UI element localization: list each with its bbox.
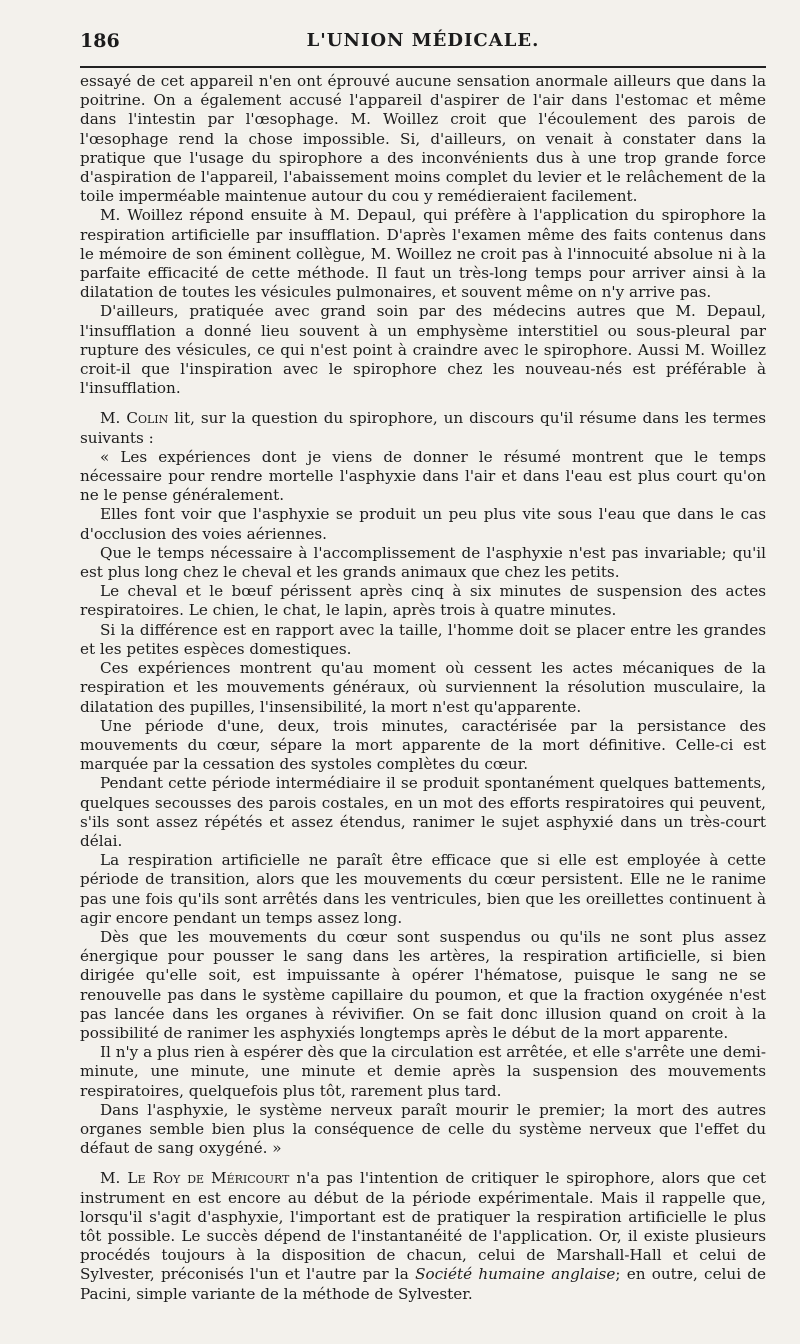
paragraph: Dans l'asphyxie, le système nerveux paraît mourir le premier; la mort des autres organes semble bien plus la conséquence de celle du système nerveux que l'effet du défaut de sang oxygéné. » bbox=[80, 1100, 766, 1158]
paragraph: M. Woillez répond ensuite à M. Depaul, qui préfère à l'application du spirophore la respiration artificielle par insufflation. D'après l'examen même des faits contenus dans le mémoire de son éminent collègue, M. Woillez ne croit pas à l'innocuité absolue ni à la parfaite efficacité de cette méthode. Il faut un très-long temps pour arriver ainsi à la dilatation de toutes les vésicules pulmonaires, et souvent même on n'y arrive pas. bbox=[80, 206, 766, 302]
paragraph-text: ; en outre, celui de Pacini, simple variante de la méthode de Sylvester. bbox=[80, 1265, 766, 1303]
header-rule bbox=[80, 66, 766, 68]
paragraph: Dès que les mouvements du cœur sont suspendus ou qu'ils ne sont plus assez énergique pour pousser le sang dans les artères, la respiration artificielle, si bien dirigée qu'elle soit, est impuissante à opérer l'hématose, puisque le sang ne se renouvelle pas dans le système capillaire du poumon, et que la fraction oxygénée n'est pas lancée dans les organes à révivifier. On se fait donc illusion quand on croit à la possibilité de ranimer les asphyxiés longtemps après le début de la mort apparente. bbox=[80, 927, 766, 1042]
speaker-name: M. Le Roy de Méricourt bbox=[100, 1169, 290, 1188]
paragraph: Pendant cette période intermédiaire il se produit spontanément quelques battements, quelques secousses des parois costales, en un mot des efforts respiratoires qui peuvent, s'ils sont assez répétés et assez étendus, ranimer le sujet asphyxié dans un très-court délai. bbox=[80, 774, 766, 850]
paragraph-text: n'a pas l'intention de critiquer le spirophore, alors que cet instrument en est encore au début de la période expérimentale. Mais il rappelle que, lorsqu'il s'agit d'asphyxie, l'important est de pratiquer la respiration artificielle le plus tôt possible. Le succès dépend de l'instantanéité de l'application. Or, il existe plusieurs procédés toujours à la disposition de chacun, celui de Marshall-Hall et celui de Sylvester, préconisés l'un et l'autre par la bbox=[80, 1169, 766, 1284]
paragraph: essayé de cet appareil n'en ont éprouvé aucune sensation anormale ailleurs que dans la poitrine. On a également accusé l'appareil d'aspirer de l'air dans l'estomac et même dans l'intestin par l'œsophage. M. Woillez croit que l'écoulement des parois de l'œsophage rend la chose impossible. Si, d'ailleurs, on venait à constater dans la pratique que l'usage du spirophore a des inconvénients dus à une trop grande force d'aspiration de l'appareil, l'abaissement moins complet du levier et le relâchement de la toile imperméable maintenue autour du cou y remédieraient facilement. bbox=[80, 72, 766, 206]
page-number: 186 bbox=[80, 30, 120, 52]
page-header bbox=[80, 24, 766, 58]
paragraph: Le cheval et le bœuf périssent après cinq à six minutes de suspension des actes respiratoires. Le chien, le chat, le lapin, après trois à quatre minutes. bbox=[80, 582, 766, 620]
paragraph: Si la différence est en rapport avec la taille, l'homme doit se placer entre les grandes et les petites espèces domestiques. bbox=[80, 620, 766, 658]
article-body bbox=[80, 72, 766, 1304]
paragraph-colin bbox=[80, 409, 766, 447]
paragraph: Une période d'une, deux, trois minutes, caractérisée par la persistance des mouvements du cœur, sépare la mort apparente de la mort définitive. Celle-ci est marquée par la cessation des systoles complètes du cœur. bbox=[80, 716, 766, 774]
paragraph: Ces expériences montrent qu'au moment où cessent les actes mécaniques de la respiration et les mouvements généraux, où surviennent la résolution musculaire, la dilatation des pupilles, l'insensibilité, la mort n'est qu'apparente. bbox=[80, 659, 766, 716]
paragraph-text: lit, sur la question du spirophore, un discours qu'il résume dans les termes suivants : bbox=[80, 409, 767, 447]
paragraph: « Les expériences dont je viens de donner le résumé montrent que le temps nécessaire pour rendre mortelle l'asphyxie dans l'air et dans l'eau est plus court qu'on ne le pense généralement. bbox=[80, 447, 766, 505]
paragraph: Que le temps nécessaire à l'accomplissement de l'asphyxie n'est pas invariable; qu'il est plus long chez le cheval et les grands animaux que chez les petits. bbox=[80, 543, 766, 582]
paragraph: D'ailleurs, pratiquée avec grand soin par des médecins autres que M. Depaul, l'insufflation a donné lieu souvent à un emphysème interstitiel ou sous-pleural par rupture des vésicules, ce qui n'est point à craindre avec le spirophore. Aussi M. Woillez croit-il que l'inspiration avec le spirophore chez les nouveau-nés est préférable à l'insufflation. bbox=[80, 302, 766, 398]
paragraph: La respiration artificielle ne paraît être efficace que si elle est employée à cette période de transition, alors que les mouvements du cœur persistent. Elle ne le ranime pas une fois qu'ils sont arrêtés dans les ventricules, bien que les oreillettes continuent à agir encore pendant un temps assez long. bbox=[80, 851, 766, 927]
journal-title: L'UNION MÉDICALE. bbox=[306, 30, 540, 51]
paragraph: Il n'y a plus rien à espérer dès que la circulation est arrêtée, et elle s'arrête une demi-minute, une minute, une minute et demie après la suspension des mouvements respiratoires, quelquefois plus tôt, rarement plus tard. bbox=[80, 1043, 766, 1100]
speaker-name: M. Colin bbox=[100, 409, 169, 428]
society-name: Société humaine anglaise bbox=[415, 1265, 616, 1284]
paragraph-le-roy bbox=[80, 1169, 766, 1303]
paragraph: Elles font voir que l'asphyxie se produit un peu plus vite sous l'eau que dans le cas d'occlusion des voies aériennes. bbox=[80, 505, 766, 543]
